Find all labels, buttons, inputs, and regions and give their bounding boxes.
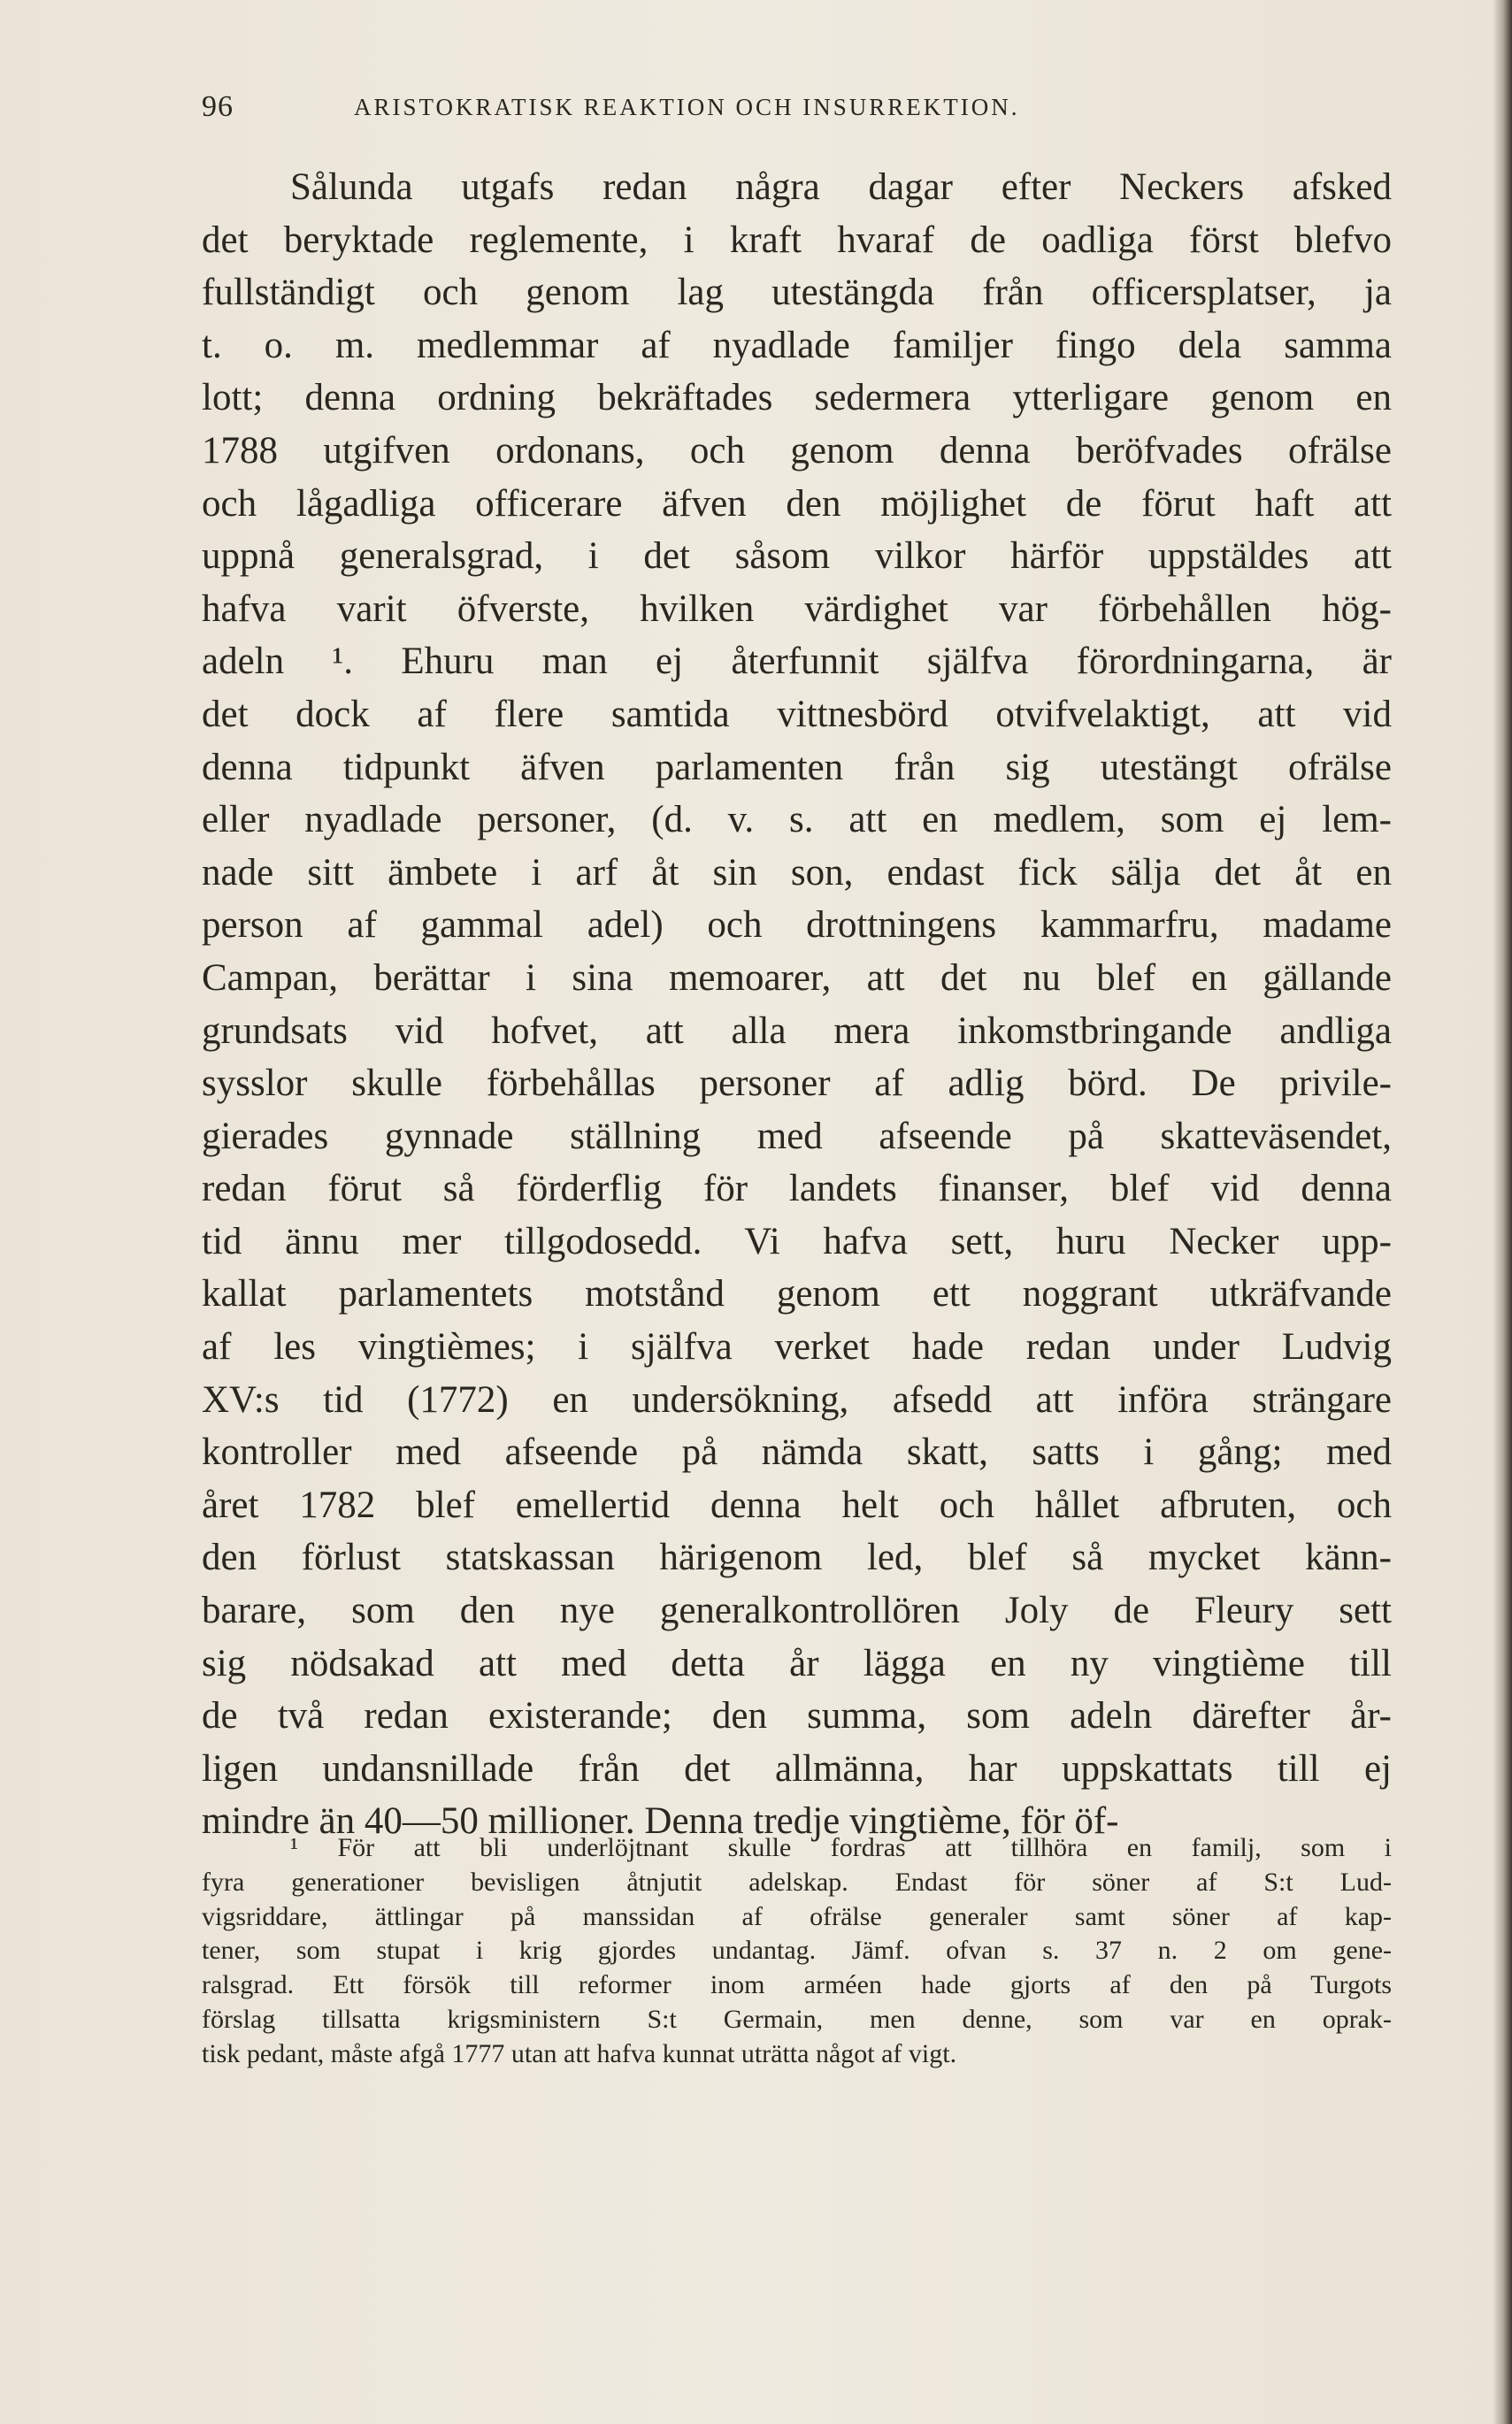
footnotes — [202, 1831, 1392, 2072]
footnote-line: fyra generationer bevisligen åtnjutit adelskap. Endast för söner af S:t Lud- — [202, 1867, 1392, 1897]
text-line: kontroller med afseende på nämda skatt, satts i gång; med — [202, 1431, 1392, 1474]
text-line: XV:s tid (1772) en undersökning, afsedd att införa strängare — [202, 1378, 1392, 1421]
text-line: kallat parlamentets motstånd genom ett noggrant utkräfvande — [202, 1273, 1392, 1316]
text-line: uppnå generalsgrad, i det såsom vilkor härför uppstäldes att — [202, 535, 1392, 578]
footnote-line: tener, som stupat i krig gjordes undantag. Jämf. ofvan s. 37 n. 2 om gene- — [202, 1936, 1392, 1966]
running-head: ARISTOKRATISK REAKTION OCH INSURREKTION. — [354, 94, 1020, 120]
footnote-line: tisk pedant, måste afgå 1777 utan att hafva kunnat uträtta något af vigt. — [202, 2038, 957, 2068]
text-line: sysslor skulle förbehållas personer af adlig börd. De privile- — [202, 1062, 1392, 1105]
footnote-line: vigsriddare, ättlingar på manssidan af ofrälse generaler samt söner af kap- — [202, 1901, 1392, 1931]
text-line: eller nyadlade personer, (d. v. s. att en medlem, som ej lem- — [202, 799, 1392, 841]
text-line: adeln ¹. Ehuru man ej återfunnit själfva förordningarna, är — [202, 641, 1392, 683]
text-line: sig nödsakad att med detta år lägga en ny vingtième till — [202, 1642, 1392, 1684]
text-line: denna tidpunkt äfven parlamenten från sig utestängt ofrälse — [202, 746, 1392, 788]
page-edge-shadow — [1493, 0, 1512, 2424]
text-line: året 1782 blef emellertid denna helt och hållet afbruten, och — [202, 1484, 1392, 1526]
footnote-line: förslag tillsatta krigsministern S:t Germain, men denne, som var en oprak- — [202, 2004, 1392, 2034]
text-line: de två redan existerande; den summa, som adeln därefter år- — [202, 1695, 1392, 1737]
text-line: fullständigt och genom lag utestängda från officersplatser, ja — [202, 272, 1392, 314]
footnote-line: ralsgrad. Ett försök till reformer inom arméen hade gjorts af den på Turgots — [202, 1970, 1392, 2000]
text-line: barare, som den nye generalkontrollören Joly de Fleury sett — [202, 1590, 1392, 1632]
text-line: det beryktade reglemente, i kraft hvaraf de oadliga först blefvo — [202, 219, 1392, 261]
text-line: grundsats vid hofvet, att alla mera inkomstbringande andliga — [202, 1009, 1392, 1052]
text-line: ligen undansnillade från det allmänna, har uppskattats till ej — [202, 1747, 1392, 1790]
text-line: tid ännu mer tillgodosedd. Vi hafva sett, huru Necker upp- — [202, 1220, 1392, 1262]
text-line: af les vingtièmes; i själfva verket hade redan under Ludvig — [202, 1326, 1392, 1369]
text-line: och lågadliga officerare äfven den möjlighet de förut haft att — [202, 482, 1392, 525]
text-line: t. o. m. medlemmar af nyadlade familjer fingo dela samma — [202, 324, 1392, 366]
page-number: 96 — [202, 90, 234, 123]
text-line: det dock af flere samtida vittnesbörd otvifvelaktigt, att vid — [202, 693, 1392, 735]
page-header — [202, 90, 1201, 133]
text-line: redan förut så förderflig för landets finanser, blef vid denna — [202, 1168, 1392, 1210]
text-line: Sålunda utgafs redan några dagar efter Neckers afsked — [290, 166, 1392, 208]
text-line: nade sitt ämbete i arf åt sin son, endast fick sälja det åt en — [202, 851, 1392, 894]
text-line: person af gammal adel) och drottningens kammarfru, madame — [202, 904, 1392, 947]
text-line: den förlust statskassan härigenom led, blef så mycket känn- — [202, 1537, 1392, 1579]
text-line: 1788 utgifven ordonans, och genom denna beröfvades ofrälse — [202, 429, 1392, 472]
main-text — [202, 161, 1392, 1848]
text-line: mindre än 40—50 millioner. Denna tredje vingtième, för öf- — [202, 1800, 1119, 1843]
text-line: gierades gynnade ställning med afseende på skatteväsendet, — [202, 1115, 1392, 1157]
text-line: hafva varit öfverste, hvilken värdighet var förbehållen hög- — [202, 587, 1392, 630]
footnote-line: ¹ För att bli underlöjtnant skulle fordras att tillhöra en familj, som i — [290, 1833, 1392, 1862]
text-line: Campan, berättar i sina memoarer, att det nu blef en gällande — [202, 956, 1392, 999]
text-line: lott; denna ordning bekräftades sedermera ytterligare genom en — [202, 377, 1392, 419]
